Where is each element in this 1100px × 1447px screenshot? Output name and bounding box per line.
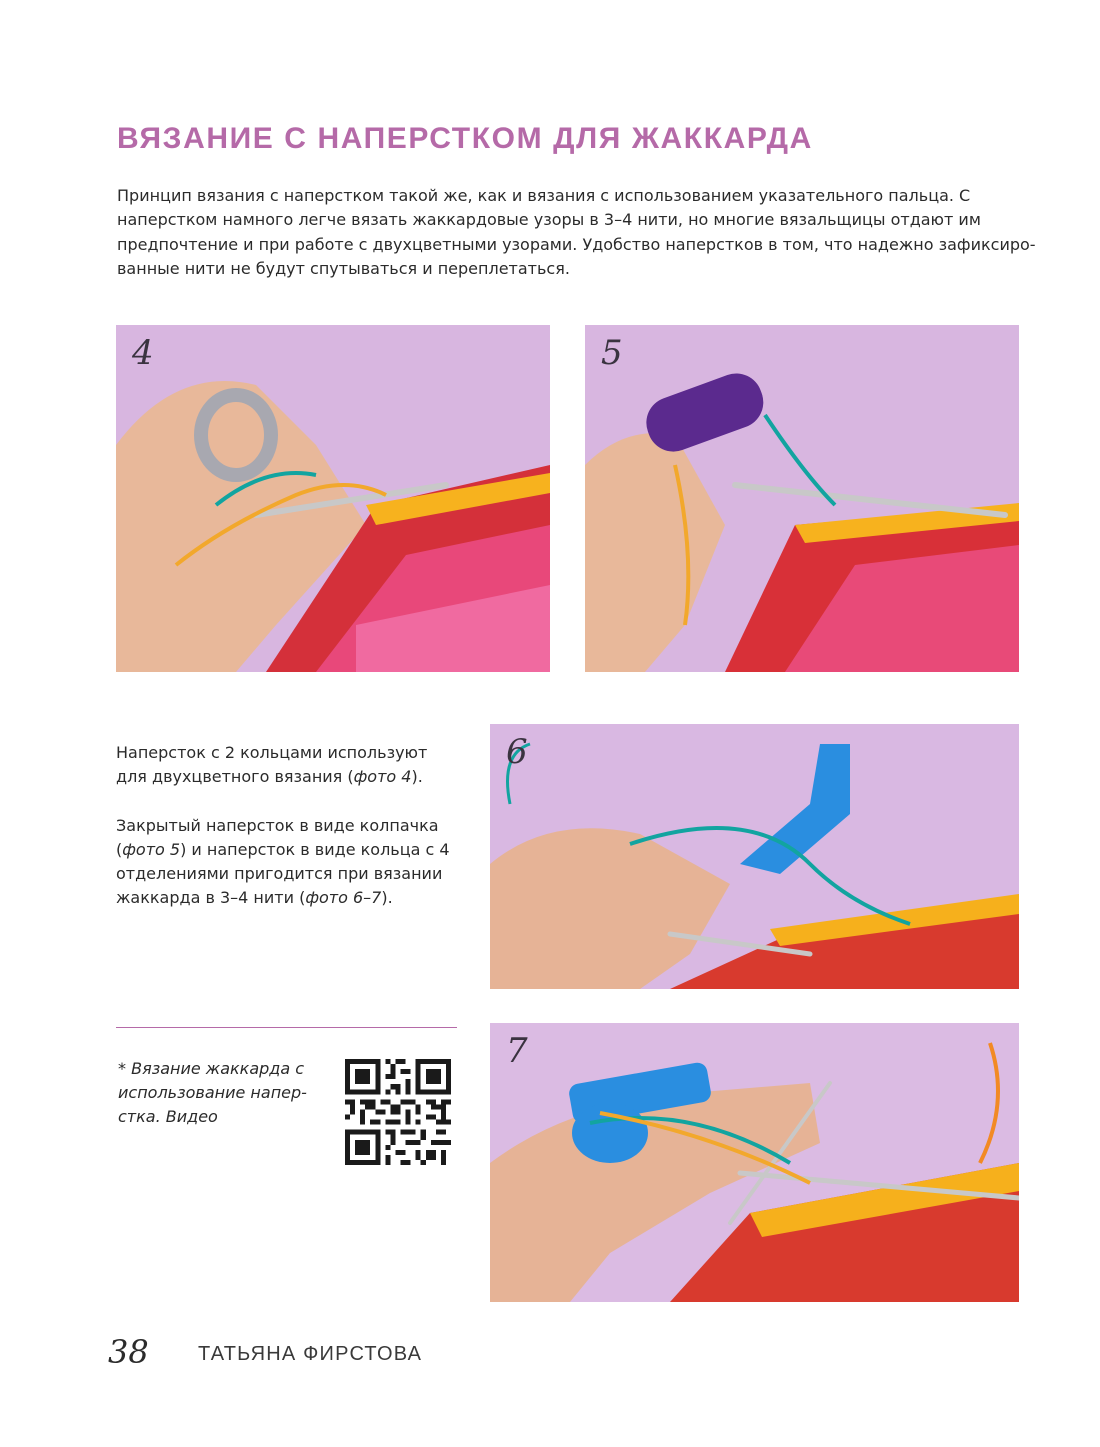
intro-paragraph: Принцип вязания с наперстком такой же, как и вязания с использованием указательного пальца. С наперстком намного легче вязать жаккардовые узоры в 3–4 нити, но многие вязальщицы отдают им предпочтение и при работе с двухцветными узорами. Удобство наперстков в том, что надежно зафиксированные нити не будут спутываться и переплетаться. (117, 186, 1036, 279)
photo-ref: фото 4 (353, 767, 412, 786)
author-name: ТАТЬЯНА ФИРСТОВА (198, 1343, 423, 1365)
photo-5-image (585, 325, 1019, 672)
side-text-2-b: ) и наперсток в виде кольца с 4 отделениями пригодится при вязании жаккарда в 3–4 нити ( (116, 840, 450, 907)
photo-4 (116, 325, 550, 672)
video-qr-code[interactable] (345, 1059, 451, 1165)
photo-5 (585, 325, 1019, 672)
photo-7 (490, 1023, 1019, 1302)
photo-ref: фото 6–7 (305, 888, 382, 907)
photo-4-image (116, 325, 550, 672)
video-footnote: * Вязание жаккарда с использование наперстка. Видео (118, 1059, 307, 1126)
photo-number: 7 (506, 1031, 528, 1071)
side-text-1-body: Наперсток с 2 кольцами используют для двухцветного вязания ( (116, 743, 428, 786)
photo-6 (490, 724, 1019, 989)
side-text-1-end: ). (411, 767, 423, 786)
side-text-1 (116, 741, 456, 789)
photo-6-image (490, 724, 1019, 989)
side-text-2-a: Закрытый наперсток в виде колпачка ( (116, 816, 439, 859)
side-text-2 (116, 814, 456, 910)
footnote-divider (116, 1027, 457, 1028)
page-number: 38 (108, 1333, 149, 1371)
side-text-2-c: ). (381, 888, 393, 907)
photo-number: 5 (601, 333, 623, 373)
photo-number: 4 (132, 333, 154, 373)
photo-7-image (490, 1023, 1019, 1302)
photo-number: 6 (506, 732, 528, 772)
photo-ref: фото 5 (122, 840, 181, 859)
page-title: ВЯЗАНИЕ С НАПЕРСТКОМ ДЛЯ ЖАККАРДА (117, 122, 813, 155)
